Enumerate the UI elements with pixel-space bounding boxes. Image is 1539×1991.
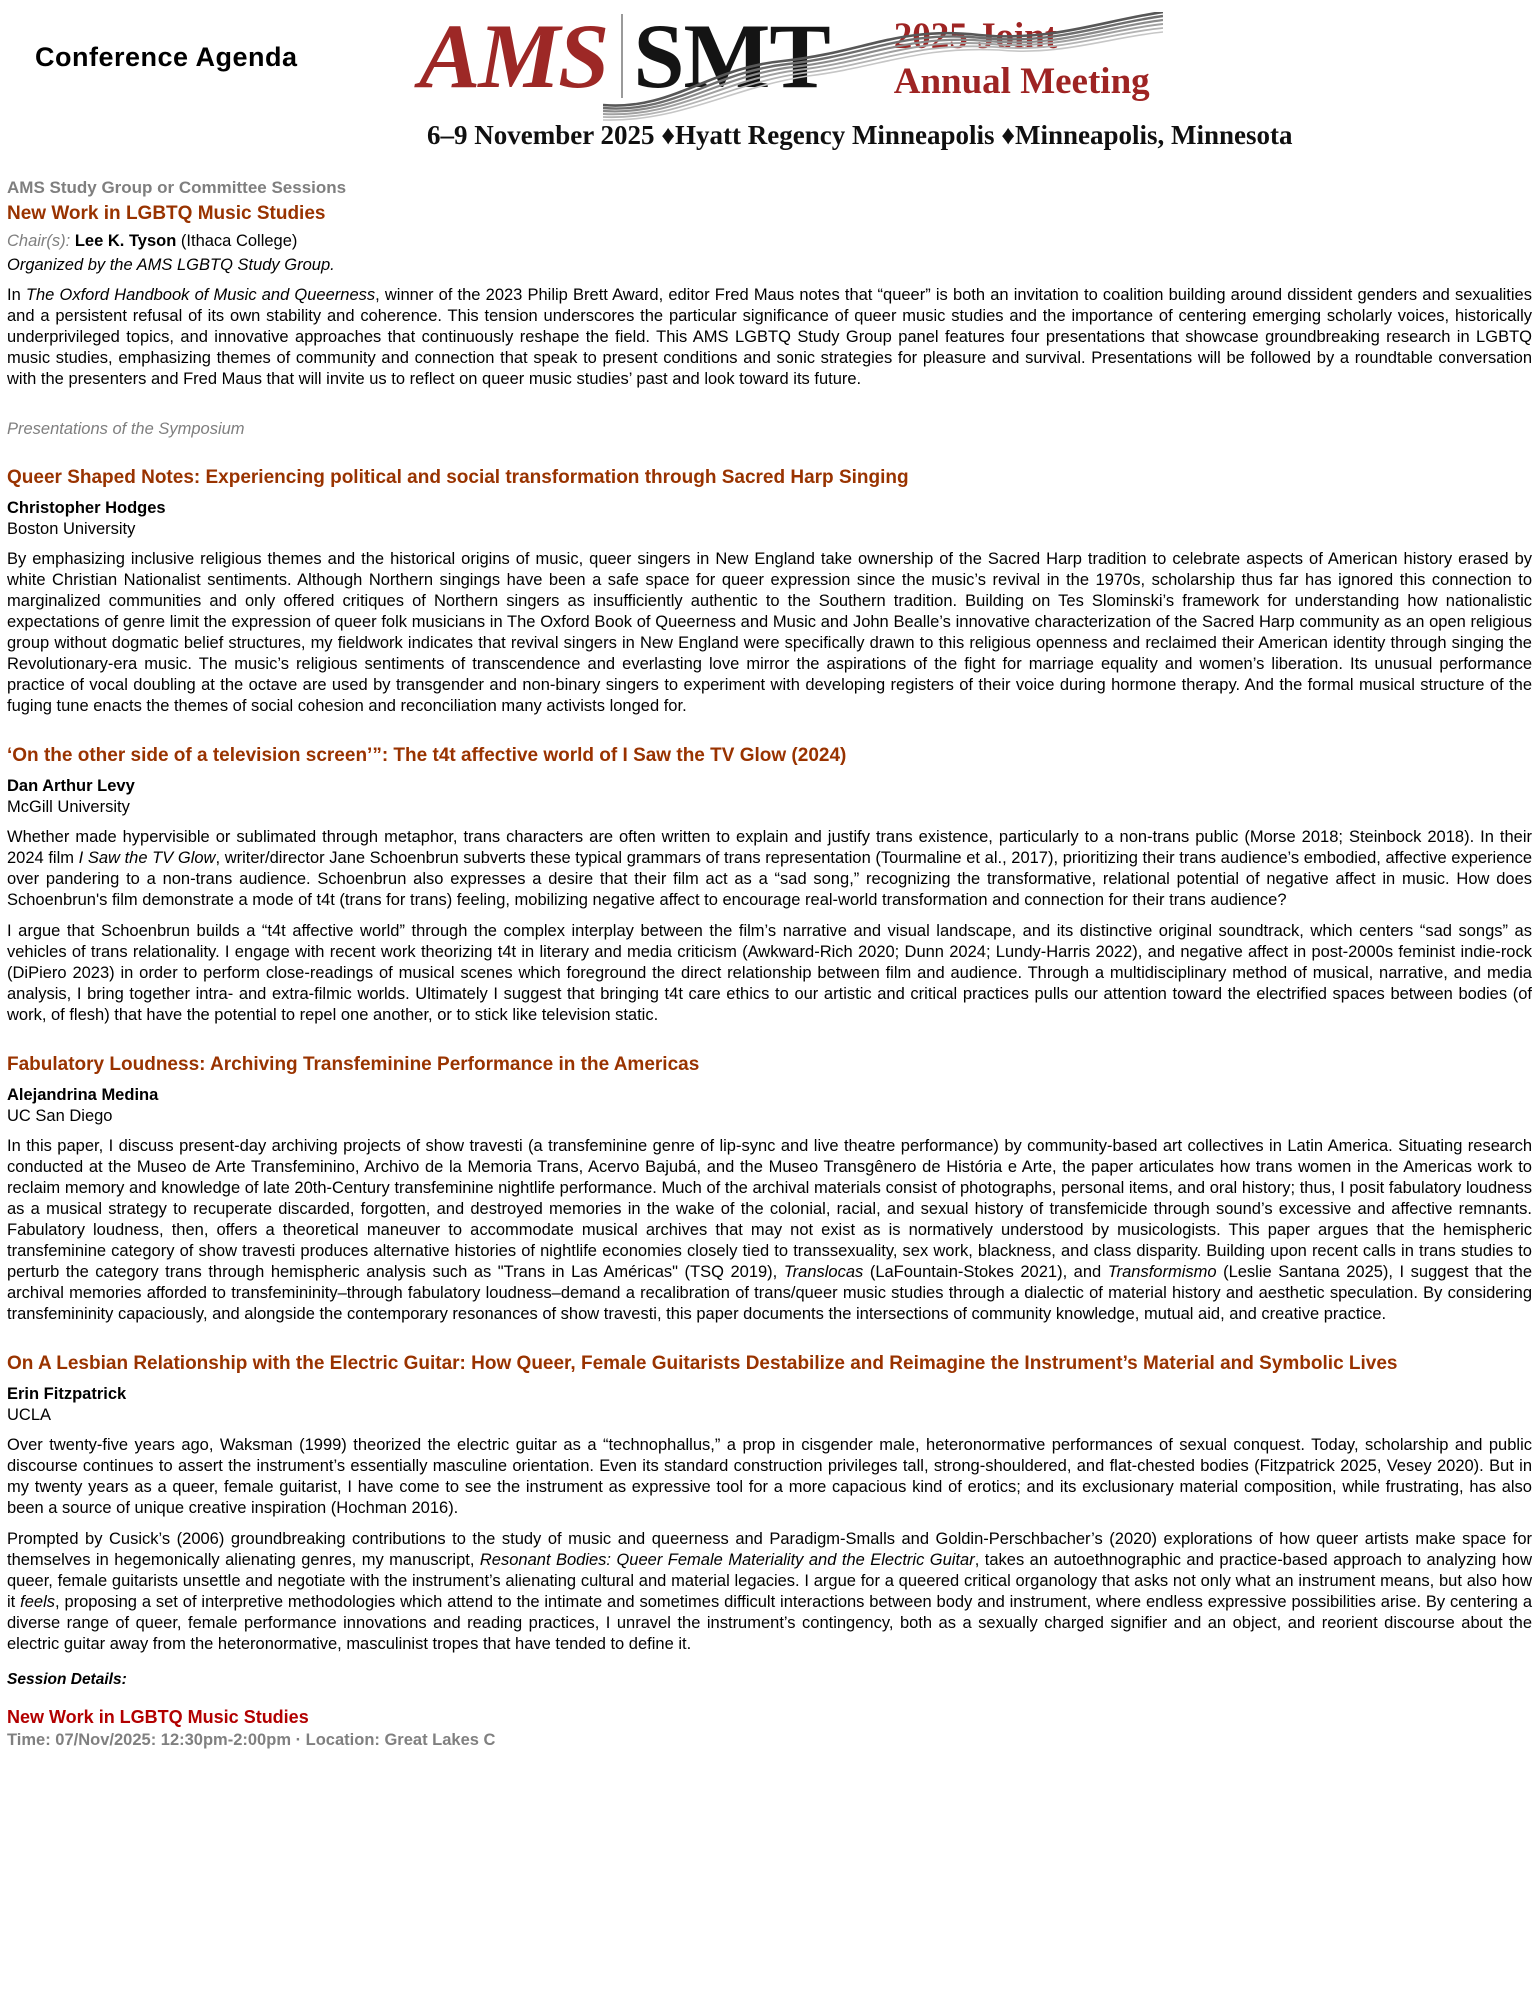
- meeting-title-line1: 2025 Joint: [893, 16, 1058, 57]
- session-abstract: In The Oxford Handbook of Music and Queerness, winner of the 2023 Philip Brett Award, editor Fred Maus notes that “queer” is both an invitation to coalition building around dissident genders and sexualities and a persistent refusal of its own stability and coherence. This tension underscores the particular significance of queer music studies and the importance of centering emerging scholarly voices, historically underprivileged topics, and innovative approaches that continuously reshape the field. This AMS LGBTQ Study Group panel features four presentations that showcase groundbreaking research in LGBTQ music studies, emphasizing themes of community and connection that speak to present conditions and sonic strategies for pleasure and survival. Presentations will be followed by a roundtable conversation with the presenters and Fred Maus that will invite us to reflect on queer music studies’ past and look toward its future.: [7, 286, 1532, 388]
- presentation-title: ‘On the other side of a television screen’”: The t4t affective world of I Saw the TV Glow (2024): [7, 745, 847, 766]
- chair-affiliation: (Ithaca College): [176, 232, 298, 250]
- organized-by-line: Organized by the AMS LGBTQ Study Group.: [7, 256, 335, 274]
- ams-smt-logo-row: [419, 5, 1209, 112]
- session-time-location: Time: 07/Nov/2025: 12:30pm-2:00pm · Location: Great Lakes C: [7, 1731, 496, 1749]
- chair-line: [7, 232, 1532, 251]
- meeting-date-line: 6–9 November 2025 ♦Hyatt Regency Minneapolis ♦Minneapolis, Minnesota: [427, 120, 1293, 150]
- session-title: New Work in LGBTQ Music Studies: [7, 203, 326, 224]
- ams-smt-logo: [419, 5, 1293, 151]
- smt-logo-text: [633, 5, 830, 107]
- presentation-title: Queer Shaped Notes: Experiencing political and social transformation through Sacred Harp Singing: [7, 467, 909, 488]
- session-details-label: Session Details:: [7, 1671, 127, 1688]
- presentation: [7, 465, 1532, 717]
- page-title: Conference Agenda: [35, 42, 298, 72]
- presentation-abstract: Prompted by Cusick’s (2006) groundbreaking contributions to the study of music and queerness and Paradigm-Smalls and Goldin-Perschbacher’s (2020) explorations of how queer artists make space for themselves in hegemonically alienating genres, my manuscript, Resonant Bodies: Queer Female Materiality and the Electric Guitar, takes an autoethnographic and practice-based approach to analyzing how queer, female guitarists unsettle and negotiate with the instrument’s alienating cultural and material legacies. I argue for a queered critical organology that asks not only what an instrument means, but also how it feels, proposing a set of interpretive methodologies which attend to the intimate and sometimes difficult interactions between body and instrument, where endless expressive possibilities arise. By centering a diverse range of queer, female performance innovations and reading practices, I unravel the instrument’s contingency, both as a sexually charged signifier and an object, and reorient discourse about the electric guitar away from the heteronormative, masculinist tropes that have tended to define it.: [7, 1530, 1532, 1653]
- smt-letters: SMT: [633, 5, 830, 107]
- presenter-name: Christopher Hodges: [7, 499, 166, 517]
- agenda-body: [7, 178, 1532, 1750]
- presentation: [7, 743, 1532, 1026]
- presenter-affiliation: UCLA: [7, 1406, 52, 1424]
- logo-divider: [621, 14, 623, 98]
- chair-name: Lee K. Tyson: [70, 232, 177, 250]
- presenter-affiliation: UC San Diego: [7, 1107, 113, 1125]
- session-type-label: AMS Study Group or Committee Sessions: [7, 178, 347, 197]
- presenter-name: Dan Arthur Levy: [7, 777, 135, 795]
- page-header: [7, 0, 1532, 178]
- presentation-abstract: In this paper, I discuss present-day archiving projects of show travesti (a transfeminine genre of lip-sync and live theatre performance) by community-based art collectives in Latin America. Situating research conducted at the Museo de Arte Transfeminino, Archivo de la Memoria Trans, Acervo Bajubá, and the Museo Transgênero de História e Arte, the paper articulates how trans women in the Americas work to reclaim memory and knowledge of late 20th-Century transfeminine nightlife performance. Much of the archival materials consist of photographs, personal items, and oral history; thus, I posit fabulatory loudness as a musical strategy to recuperate discarded, forgotten, and destroyed memories in the wake of the colonial, racial, and sexual history of transfemicide through sound’s excessive and affective remnants. Fabulatory loudness, then, offers a theoretical maneuver to accommodate musical archives that may not exist as is normatively understood by musicologists. This paper argues that the hemispheric transfeminine category of show travesti produces alternative histories of nightlife economies closely tied to transsexuality, sex work, blackness, and class disparity. Building upon recent calls in trans studies to perturb the category trans through hemispheric analysis such as "Trans in Las Américas" (TSQ 2019), Translocas (LaFountain-Stokes 2021), and Transformismo (Leslie Santana 2025), I suggest that the archival memories afforded to transfemininity–through fabulatory loudness–demand a recalibration of trans/queer music studies through a dialectic of material history and aesthetic speculation. By considering transfemininity capaciously, and alongside the contemporary resonances of show travesti, this paper documents the intersections of community knowledge, mutual aid, and creative practice.: [7, 1137, 1532, 1323]
- presenter-affiliation: Boston University: [7, 520, 136, 538]
- presentation-title: On A Lesbian Relationship with the Electric Guitar: How Queer, Female Guitarists Destabilize and Reimagine the Instrument’s Material and Symbolic Lives: [7, 1353, 1398, 1374]
- presentation-abstract: By emphasizing inclusive religious themes and the historical origins of music, queer singers in New England take ownership of the Sacred Harp tradition to celebrate aspects of American history erased by white Christian Nationalist sentiments. Although Northern singings have been a safe space for queer expression since the music’s revival in the 1970s, scholarship thus far has ignored this connection to marginalized communities and only offered critiques of Northern singers as insufficiently authentic to the Southern tradition. Building on Tes Slominski’s framework for understanding how nationalistic expectations of genre limit the expression of queer folk musicians in The Oxford Book of Queerness and Music and John Bealle’s innovative characterization of the Sacred Harp community as an open religious group without dogmatic belief structures, my fieldwork indicates that revival singers in New England were specifically drawn to this religious openness and reclaimed their American identity through singing the Revolutionary-era music. The music’s religious sentiments of transcendence and everlasting love mirror the aspirations of the fight for marriage equality and women’s liberation. Its unusual performance practice of vocal doubling at the octave are used by transgender and non-binary singers to experiment with developing registers of their voice during hormone therapy. And the formal musical structure of the fuging tune enacts the themes of social cohesion and reconciliation many activists longed for.: [7, 550, 1532, 715]
- presentation-abstract: Whether made hypervisible or sublimated through metaphor, trans characters are often written to explain and justify trans existence, particularly to a non-trans public (Morse 2018; Steinbock 2018). In their 2024 film I Saw the TV Glow, writer/director Jane Schoenbrun subverts these typical grammars of trans representation (Tourmaline et al., 2017), prioritizing their trans audience’s embodied, affective experience over pandering to a non-trans audience. Schoenbrun also expresses a desire that their film act as a “sad song,” recognizing the transformative, relational potential of negative affect in music. How does Schoenbrun's film demonstrate a mode of t4t (trans for trans) feeling, mobilizing negative affect to encourage real-world transformation and connection for their trans audience?: [7, 828, 1532, 909]
- session-details-title-link[interactable]: New Work in LGBTQ Music Studies: [7, 1707, 309, 1727]
- chair-label: Chair(s):: [7, 232, 71, 250]
- ams-logo-text: AMS: [419, 5, 608, 107]
- presenter-name: Erin Fitzpatrick: [7, 1385, 127, 1403]
- presentation-abstract: Over twenty-five years ago, Waksman (1999) theorized the electric guitar as a “technophallus,” a prop in cisgender male, heteronormative performances of sexual conquest. Today, scholarship and public discourse continues to assert the instrument’s essentially masculine orientation. Even its standard construction privileges tall, strong-shouldered, and flat-chested bodies (Fitzpatrick 2025, Vesey 2020). But in my twenty years as a queer, female guitarist, I have come to see the instrument as expressive tool for a more capacious kind of erotics; and its exclusionary material composition, while frustrating, has also been a source of unique creative inspiration (Hochman 2016).: [7, 1436, 1532, 1517]
- presentation: [7, 1052, 1532, 1325]
- presentation: [7, 1351, 1532, 1655]
- session-details-section: [7, 1671, 1532, 1750]
- presenter-name: Alejandrina Medina: [7, 1086, 159, 1104]
- symposium-label: Presentations of the Symposium: [7, 420, 245, 438]
- presenter-affiliation: McGill University: [7, 798, 130, 816]
- meeting-title: [894, 14, 1150, 104]
- meeting-title-line2: Annual Meeting: [893, 61, 1150, 102]
- presentation-title: Fabulatory Loudness: Archiving Transfeminine Performance in the Americas: [7, 1054, 700, 1075]
- presentation-abstract: I argue that Schoenbrun builds a “t4t affective world” through the complex interplay between the film’s narrative and visual landscape, and its distinctive original soundtrack, which centers “sad songs” as vehicles of trans relationality. I engage with recent work theorizing t4t in literary and media criticism (Awkward-Rich 2020; Dunn 2024; Lundy-Harris 2022), and negative affect in post-2000s feminist indie-rock (DiPiero 2023) in order to perform close-readings of musical scenes which foreground the direct relationship between film and audience. Through a multidisciplinary method of musical, narrative, and media analysis, I bring together intra- and extra-filmic worlds. Ultimately I suggest that bringing t4t care ethics to our artistic and critical practices pulls our attention toward the electrified spaces between bodies (of work, of flesh) that have the potential to repel one another, or to stick like television static.: [7, 922, 1532, 1024]
